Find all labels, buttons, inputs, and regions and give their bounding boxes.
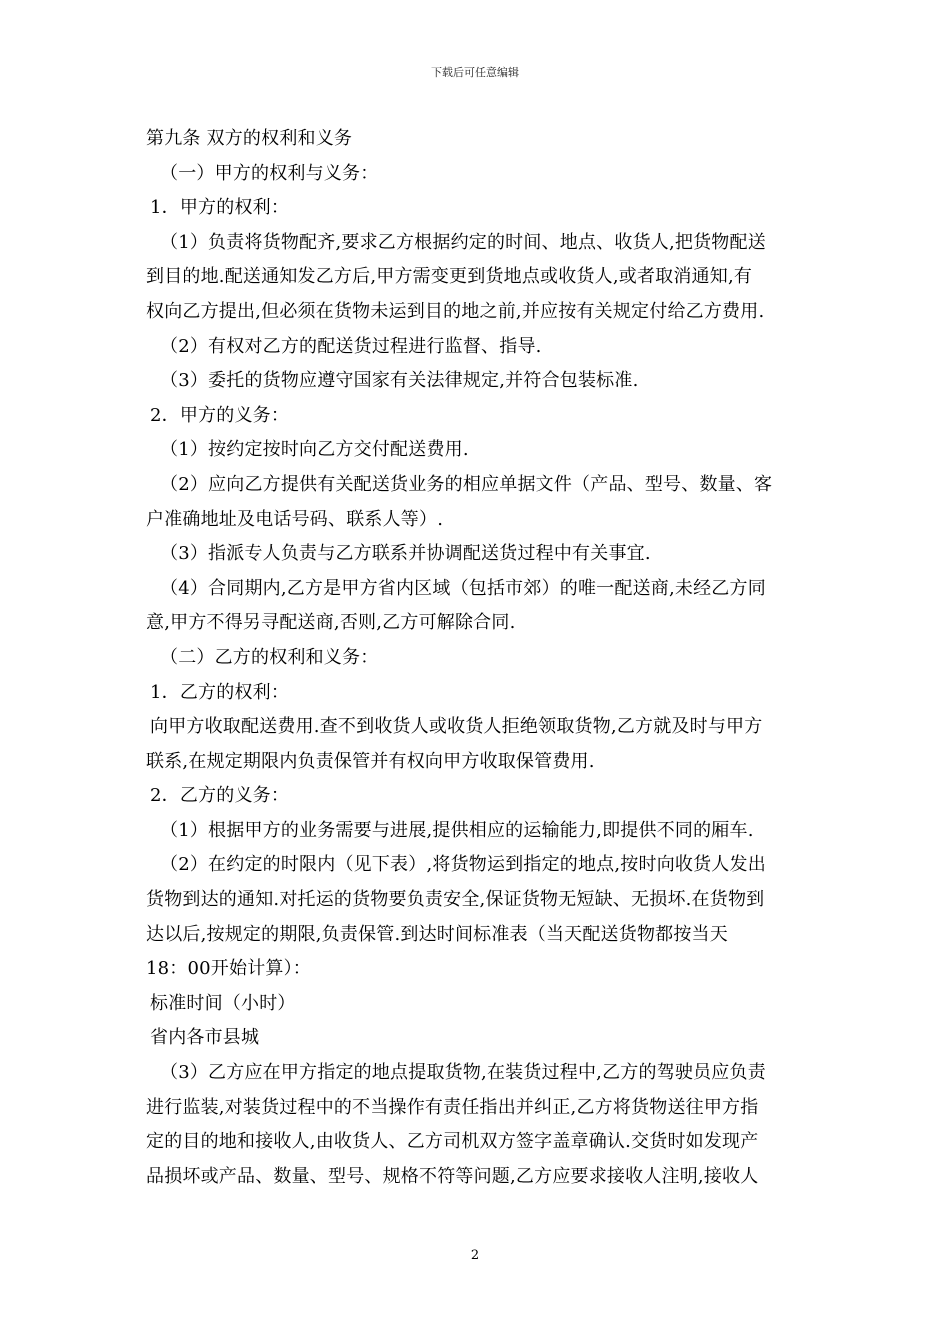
paragraph-line: 品损坏或产品、数量、型号、规格不符等问题,乙方应要求接收人注明,接收人: [146, 1165, 759, 1187]
paragraph-line: （1）负责将货物配齐,要求乙方根据约定的时间、地点、收货人,把货物配送: [160, 231, 766, 253]
paragraph-line: （3）乙方应在甲方指定的地点提取货物,在装货过程中,乙方的驾驶员应负责: [160, 1062, 766, 1084]
paragraph-line: 意,甲方不得另寻配送商,否则,乙方可解除合同.: [146, 612, 516, 634]
paragraph-line: 进行监装,对装货过程中的不当操作有责任指出并纠正,乙方将货物送往甲方指: [146, 1096, 759, 1118]
paragraph-line: 户准确地址及电话号码、联系人等）.: [146, 508, 444, 530]
paragraph-line: 联系,在规定期限内负责保管并有权向甲方收取保管费用.: [146, 750, 595, 772]
paragraph-line: （2）有权对乙方的配送货过程进行监督、指导.: [160, 335, 542, 357]
paragraph-line: （1）按约定按时向乙方交付配送费用.: [160, 439, 469, 461]
section-heading: （二）乙方的权利和义务：: [160, 646, 379, 668]
paragraph-line: 定的目的地和接收人,由收货人、乙方司机双方签字盖章确认.交货时如发现产: [146, 1131, 759, 1153]
document-body: [146, 122, 816, 1194]
paragraph-line: 18：00开始计算）：: [146, 958, 312, 980]
paragraph-line: （1）根据甲方的业务需要与进展,提供相应的运输能力,即提供不同的厢车.: [160, 819, 754, 841]
article-heading: 第九条 双方的权利和义务: [146, 128, 353, 149]
subsection-heading: 1．乙方的权利：: [150, 681, 290, 703]
paragraph-line: （3）指派专人负责与乙方联系并协调配送货过程中有关事宜.: [160, 543, 651, 565]
paragraph-line: 权向乙方提出,但必须在货物未运到目的地之前,并应按有关规定付给乙方费用.: [146, 300, 765, 322]
paragraph-line: （4）合同期内,乙方是甲方省内区域（包括市郊）的唯一配送商,未经乙方同: [160, 577, 766, 599]
subsection-heading: 2．乙方的义务：: [150, 785, 290, 807]
table-label: 省内各市县城: [150, 1027, 260, 1049]
paragraph-line: 货物到达的通知.对托运的货物要负责安全,保证货物无短缺、无损坏.在货物到: [146, 889, 765, 911]
table-label: 标准时间（小时）: [150, 992, 296, 1014]
paragraph-line: 到目的地.配送通知发乙方后,甲方需变更到货地点或收货人,或者取消通知,有: [146, 266, 753, 288]
paragraph-line: （2）在约定的时限内（见下表）,将货物运到指定的地点,按时向收货人发出: [160, 854, 766, 876]
subsection-heading: 1．甲方的权利：: [150, 197, 290, 219]
paragraph-line: （3）委托的货物应遵守国家有关法律规定,并符合包装标准.: [160, 370, 639, 392]
subsection-heading: 2．甲方的义务：: [150, 404, 290, 426]
page-number: 2: [470, 1248, 480, 1263]
page-header-note: 下载后可任意编辑: [431, 66, 519, 79]
paragraph-line: （2）应向乙方提供有关配送货业务的相应单据文件（产品、型号、数量、客: [160, 473, 773, 495]
paragraph-line: 向甲方收取配送费用.查不到收货人或收货人拒绝领取货物,乙方就及时与甲方: [150, 716, 763, 738]
paragraph-line: 达以后,按规定的期限,负责保管.到达时间标准表（当天配送货物都按当天: [146, 923, 728, 945]
section-heading: （一）甲方的权利与义务：: [160, 162, 379, 184]
